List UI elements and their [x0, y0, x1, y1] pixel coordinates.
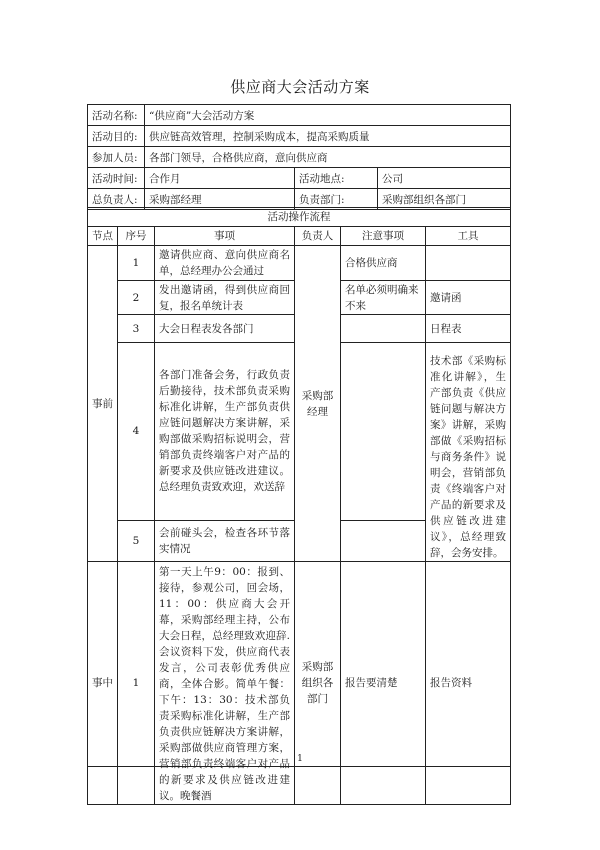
header-notes: 注意事项 — [341, 227, 426, 246]
info-row-purpose — [88, 126, 511, 147]
activity-purpose-label: 活动目的: — [88, 126, 145, 147]
footer-divider — [87, 766, 510, 767]
tools-cell: 报告资料 — [426, 562, 511, 805]
tools-cell: 技术部《采购标准化讲解》，生产部负责《供应链问题与解决方案》讲解，采购部做《采购招标与商务条件》说明会，营销部负责《终端客户对产品的新要求及供应链改进建议》，总经理致辞，会务安排。 — [426, 343, 511, 562]
item-cell: 各部门准备会务，行政负责后勤接待，技术部负责采购标准化讲解，生产部负责供应链问题解决方案讲解，采购部做采购招标说明会，营销部负责终端客户对产品的新要求及供应链改进建议。总经理负责致欢迎，欢送辞 — [155, 343, 295, 521]
header-seq: 序号 — [118, 227, 155, 246]
item-cell: 第一天上午9：00：报到、接待，参观公司，回会场，11：00：供应商大会开幕，采购部经理主持，公布大会日程，总经理致欢迎辞.会议资料下发，供应商代表发言，公司表彰优秀供应商，全体合影。简单午餐：下午：13：30：技术部负责采购标准化讲解，生产部负责供应链解决方案讲解，采购部做供应商管理方案，营销部负责终端客户对产品的新要求及供应链改进建议。晚餐酒 — [155, 562, 295, 805]
activity-time-value: 合作月 — [145, 168, 295, 189]
seq-cell: 1 — [118, 246, 155, 281]
notes-cell — [341, 315, 426, 343]
activity-name-value: “供应商”大会活动方案 — [145, 105, 511, 126]
tools-cell: 日程表 — [426, 315, 511, 343]
info-row-name — [88, 105, 511, 126]
item-cell: 邀请供应商、意向供应商名单，总经理办公会通过 — [155, 246, 295, 281]
notes-cell — [341, 520, 426, 561]
participants-value: 各部门领导，合格供应商，意向供应商 — [145, 147, 511, 168]
owner-label: 总负责人: — [88, 189, 145, 210]
document-title: 供应商大会活动方案 — [230, 78, 370, 96]
item-cell: 发出邀请函，得到供应商回复，报名单统计表 — [155, 281, 295, 315]
flow-title: 活动操作流程 — [88, 208, 511, 227]
notes-cell — [341, 343, 426, 521]
dept-value: 采购部组织各部门 — [378, 189, 511, 210]
stage-before: 事前 — [88, 246, 118, 562]
participants-label: 参加人员: — [88, 147, 145, 168]
owner-during: 采购部组织各部门 — [295, 562, 341, 805]
activity-info-table — [87, 104, 511, 210]
table-row — [88, 246, 511, 281]
tools-cell: 邀请函 — [426, 281, 511, 315]
process-flow-table — [87, 207, 511, 805]
activity-place-value: 公司 — [378, 168, 511, 189]
seq-cell: 2 — [118, 281, 155, 315]
flow-title-row — [88, 208, 511, 227]
page-number: 1 — [297, 754, 303, 764]
info-row-time-place — [88, 168, 511, 189]
owner-before: 采购部经理 — [295, 246, 341, 562]
activity-place-label: 活动地点: — [295, 168, 378, 189]
header-owner: 负责人 — [295, 227, 341, 246]
item-cell: 会前碰头会，检查各环节落实情况 — [155, 520, 295, 561]
item-cell: 大会日程表发各部门 — [155, 315, 295, 343]
header-tools: 工具 — [426, 227, 511, 246]
seq-cell: 4 — [118, 343, 155, 521]
dept-label: 负责部门: — [295, 189, 378, 210]
owner-value: 采购部经理 — [145, 189, 295, 210]
seq-cell: 1 — [118, 562, 155, 805]
activity-time-label: 活动时间: — [88, 168, 145, 189]
header-stage: 节点 — [88, 227, 118, 246]
tools-cell — [426, 246, 511, 281]
table-row — [88, 562, 511, 805]
seq-cell: 5 — [118, 520, 155, 561]
info-row-participants — [88, 147, 511, 168]
notes-cell: 名单必须明确来不来 — [341, 281, 426, 315]
notes-cell: 合格供应商 — [341, 246, 426, 281]
notes-cell: 报告要清楚 — [341, 562, 426, 805]
activity-purpose-value: 供应链高效管理，控制采购成本，提高采购质量 — [145, 126, 511, 147]
stage-during: 事中 — [88, 562, 118, 805]
header-item: 事项 — [155, 227, 295, 246]
seq-cell: 3 — [118, 315, 155, 343]
activity-name-label: 活动名称: — [88, 105, 145, 126]
flow-header-row — [88, 227, 511, 246]
